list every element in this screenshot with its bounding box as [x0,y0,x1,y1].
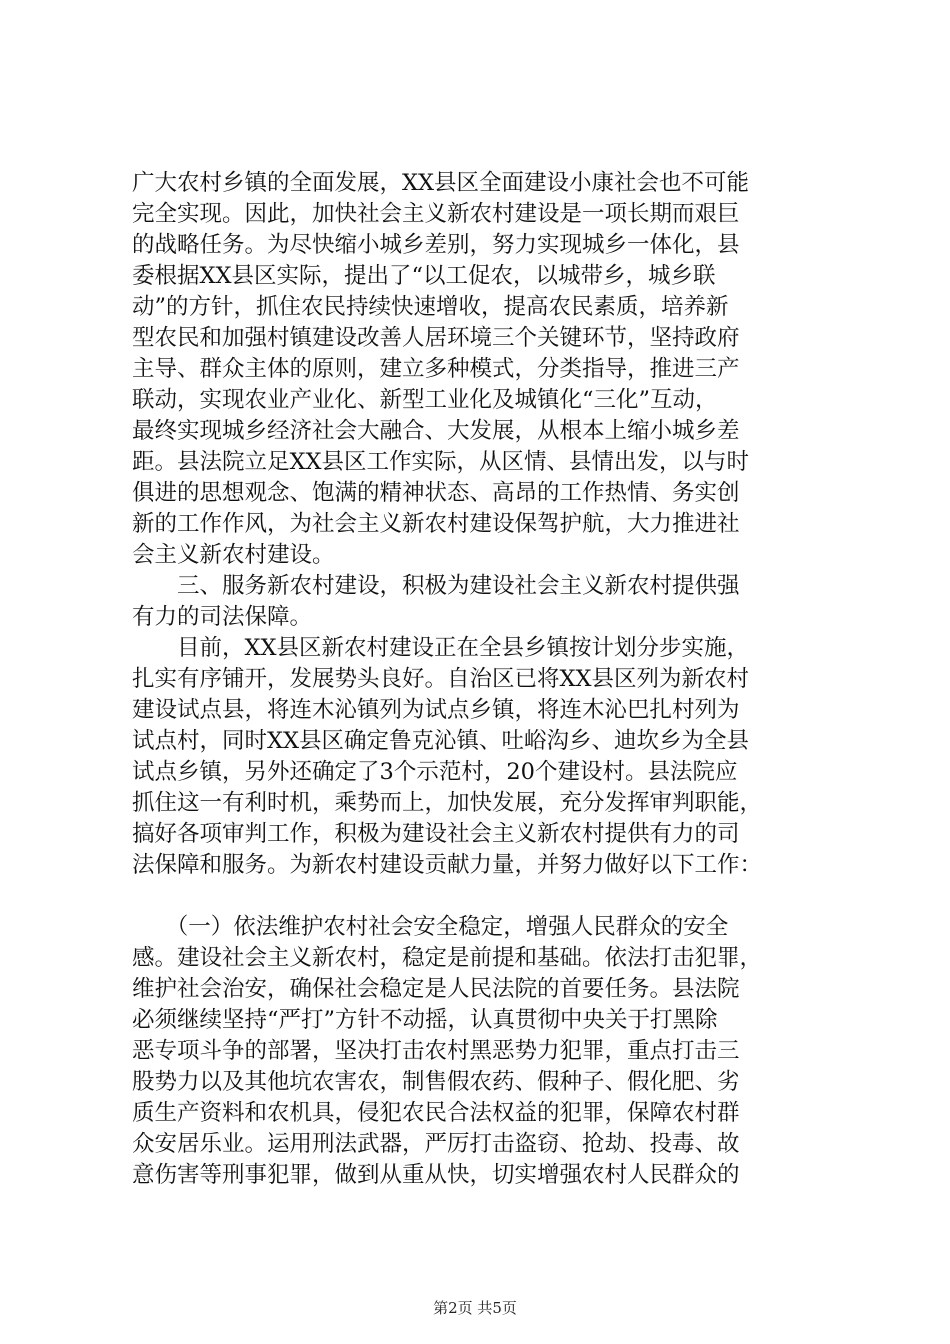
text-line: 动”的方针，抓住农民持续快速增收，提高农民素质，培养新 [132,294,729,320]
text-line: 维护社会治安，确保社会稳定是人民法院的首要任务。县法院 [132,976,740,1002]
text-line: 众安居乐业。运用刑法武器，严厉打击盗窃、抢劫、投毒、故 [132,1131,740,1157]
text-line: 恶专项斗争的部署，坚决打击农村黑恶势力犯罪，重点打击三 [132,1038,740,1064]
section-heading-three [132,571,832,633]
text-line: 股势力以及其他坑农害农，制售假农药、假种子、假化肥、劣 [132,1069,740,1095]
text-line: 必须继续坚持“严打”方针不动摇，认真贯彻中央关于打黑除 [132,1007,718,1033]
text-line: 抓住这一有利时机，乘势而上，加快发展，充分发挥审判职能， [132,790,763,816]
text-line: 试点村，同时XX县区确定鲁克沁镇、吐峪沟乡、迪坎乡为全县 [132,728,750,754]
text-line: 扎实有序铺开，发展势头良好。自治区已将XX县区列为新农村 [132,666,750,692]
paragraph-item-one [132,912,832,1191]
paragraph-current-status [132,633,832,881]
text-line: （一）依法维护农村社会安全稳定，增强人民群众的安全 [132,914,729,940]
text-line: 建设试点县，将连木沁镇列为试点乡镇，将连木沁巴扎村列为 [132,697,740,723]
text-line: 法保障和服务。为新农村建设贡献力量，并努力做好以下工作： [132,852,763,878]
page-number-footer: 第2页 共5页 [433,1299,517,1317]
document-body [132,168,832,1191]
text-line: 搞好各项审判工作，积极为建设社会主义新农村提供有力的司 [132,821,740,847]
paragraph-spacer [132,881,832,912]
text-line: 型农民和加强村镇建设改善人居环境三个关键环节，坚持政府 [132,325,740,351]
text-line: 广大农村乡镇的全面发展，XX县区全面建设小康社会也不可能 [132,170,750,196]
text-line: 目前，XX县区新农村建设正在全县乡镇按计划分步实施， [132,635,750,661]
text-line: 新的工作作风，为社会主义新农村建设保驾护航，大力推进社 [132,511,740,537]
text-line: 主导、群众主体的原则，建立多种模式，分类指导，推进三产 [132,356,740,382]
text-line: 试点乡镇，另外还确定了3个示范村，20个建设村。县法院应 [132,759,738,785]
paragraph-continuation [132,168,832,571]
heading-line: 三、服务新农村建设，积极为建设社会主义新农村提供强 [132,573,740,599]
text-line: 最终实现城乡经济社会大融合、大发展，从根本上缩小城乡差 [132,418,740,444]
heading-line: 有力的司法保障。 [132,604,313,630]
text-line: 意伤害等刑事犯罪，做到从重从快，切实增强农村人民群众的 [132,1162,740,1188]
text-line: 距。县法院立足XX县区工作实际，从区情、县情出发，以与时 [132,449,750,475]
text-line: 完全实现。因此，加快社会主义新农村建设是一项长期而艰巨 [132,201,740,227]
text-line: 感。建设社会主义新农村，稳定是前提和基础。依法打击犯罪， [132,945,763,971]
text-line: 俱进的思想观念、饱满的精神状态、高昂的工作热情、务实创 [132,480,740,506]
text-line: 质生产资料和农机具，侵犯农民合法权益的犯罪，保障农村群 [132,1100,740,1126]
text-line: 会主义新农村建设。 [132,542,335,568]
text-line: 的战略任务。为尽快缩小城乡差别，努力实现城乡一体化，县 [132,232,740,258]
text-line: 联动，实现农业产业化、新型工业化及城镇化“三化”互动， [132,387,718,413]
text-line: 委根据XX县区实际，提出了“以工促农，以城带乡，城乡联 [132,263,716,289]
